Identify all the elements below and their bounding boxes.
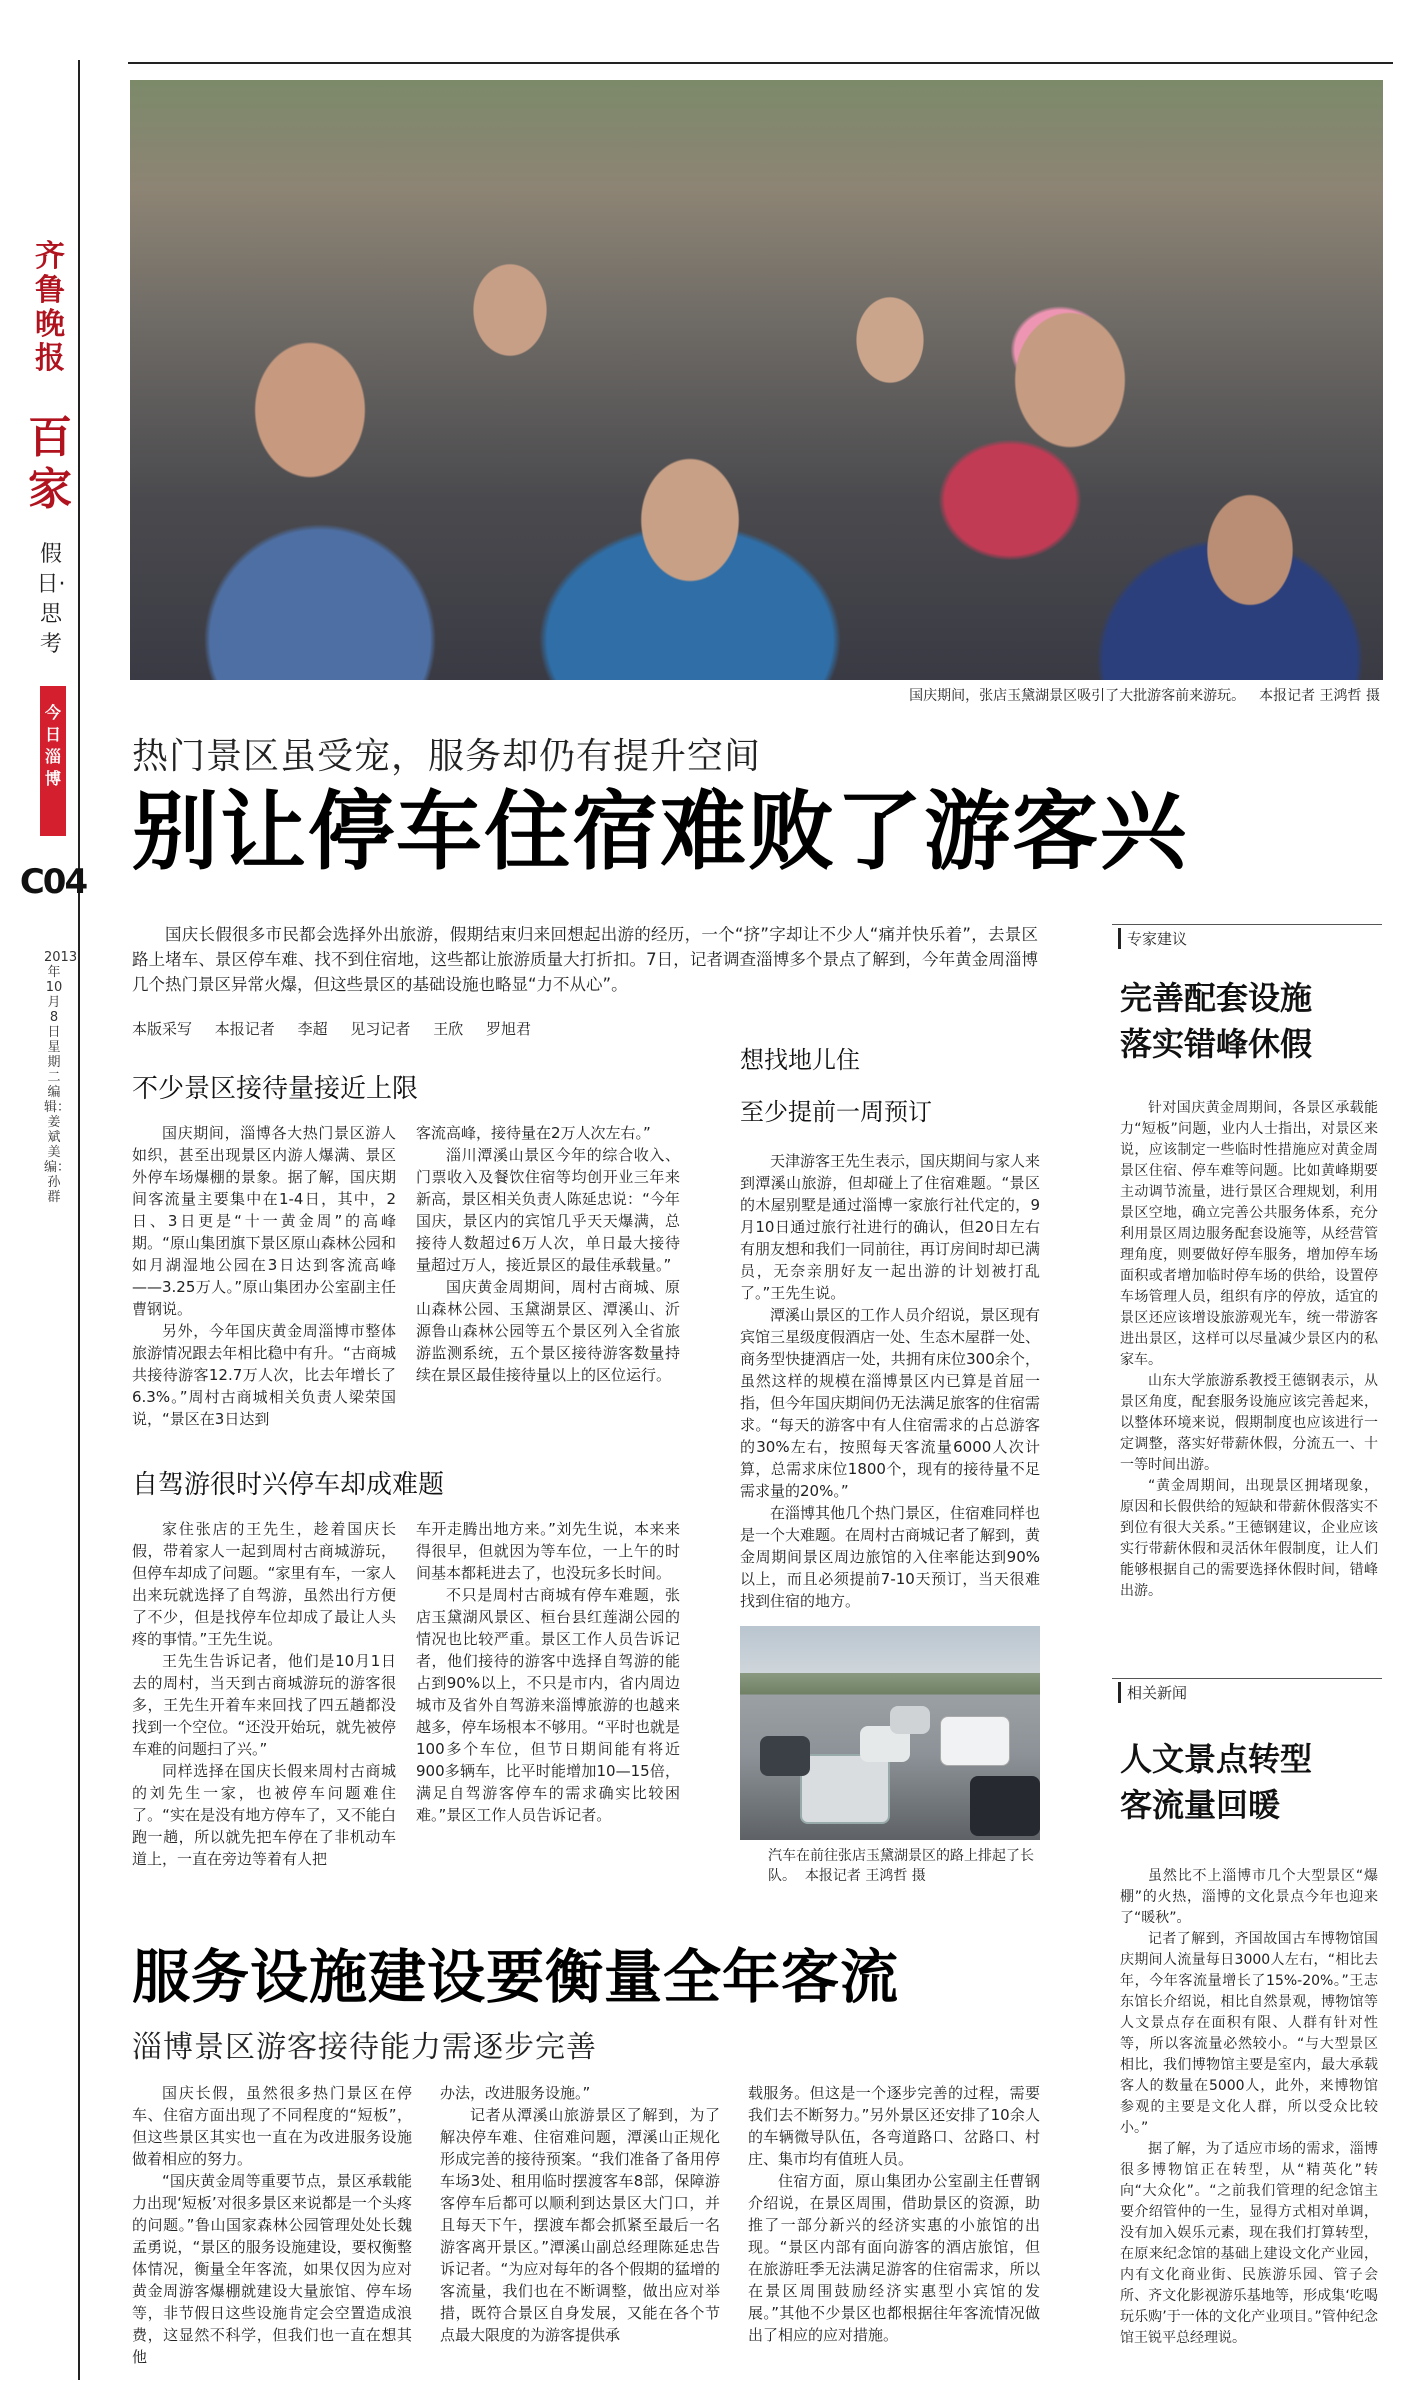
photo-caption-text: 国庆期间，张店玉黛湖景区吸引了大批游客前来游玩。 bbox=[909, 688, 1246, 704]
section3-subtitle: 至少提前一周预订 bbox=[740, 1098, 932, 1126]
traffic-photo bbox=[740, 1626, 1040, 1840]
paragraph: 住宿方面，原山集团办公室副主任曹钢介绍说，在景区周围，借助景区的资源，助推了一部分新兴的经济实惠的小旅馆的出现。“景区内部有面向游客的酒店旅馆，但在旅游旺季无法满足游客的住宿需求，所以在景区周围鼓励经济实惠型小宾馆的发展。”其他不少景区也都根据往年客流情况做出了相应的应对措施。 bbox=[748, 2172, 1040, 2344]
byline-item: 李超 bbox=[297, 1020, 328, 1038]
paragraph: 载服务。但这是一个逐步完善的过程，需要我们去不断努力。”另外景区还安排了10余人的车辆微导队伍，各弯道路口、岔路口、村庄、集市均有值班人员。 bbox=[748, 2084, 1040, 2168]
photo-credit: 本报记者 王鸿哲 摄 bbox=[1259, 688, 1380, 704]
sidebar2-title-line: 客流量回暖 bbox=[1120, 1786, 1281, 1824]
paragraph: 山东大学旅游系教授王德钢表示，从景区角度，配套服务设施应该完善起来，以整体环境来说，假期制度也应该进行一定调整，落实好带薪休假，分流五一、十一等时间出游。 bbox=[1120, 1373, 1378, 1473]
sidebar2-rule bbox=[1112, 1678, 1382, 1679]
sidebar2-label: 相关新闻 bbox=[1118, 1682, 1208, 1703]
top-rule bbox=[128, 62, 1393, 64]
paragraph: 记者了解到，齐国故国古车博物馆国庆期间人流量每日3000人左右，“相比去年，今年客流量增长了15%-20%。”王志东馆长介绍说，相比自然景观，博物馆等人文景点存在面积有限、人群有针对性等，所以客流量必然较小。“与大型景区相比，我们博物馆主要是室内，最大承载客人的数量在5000人，此外，来博物馆参观的主要是文化人群，所以受众比较小。” bbox=[1120, 1931, 1378, 2136]
paragraph: 淄川潭溪山景区今年的综合收入、门票收入及餐饮住宿等均创开业三年来新高，景区相关负责人陈延忠说：“今年国庆，景区内的宾馆几乎天天爆满，总接待人数超过6万人次，单日最大接待量超过万人，接近景区的最佳承载量。” bbox=[416, 1146, 680, 1274]
headline-kicker: 热门景区虽受宠，服务却仍有提升空间 bbox=[132, 736, 762, 777]
paragraph: 家住张店的王先生，趁着国庆长假，带着家人一起到周村古商城游玩，但停车却成了问题。“家里有车，一家人出来玩就选择了自驾游，虽然出行方便了不少，但是找停车位却成了最让人头疼的事情。”王先生说。 bbox=[132, 1520, 396, 1648]
section2-col2 bbox=[416, 1518, 680, 1826]
byline bbox=[132, 1018, 549, 1039]
paragraph: 国庆长假，虽然很多热门景区在停车、住宿方面出现了不同程度的“短板”，但这些景区其实也一直在为改进服务设施做着相应的努力。 bbox=[132, 2084, 412, 2168]
byline-item: 王欣 bbox=[433, 1020, 464, 1038]
byline-item: 罗旭君 bbox=[485, 1020, 531, 1038]
sidebar1-label: 专家建议 bbox=[1118, 928, 1208, 949]
byline-item: 本版采写 bbox=[132, 1020, 193, 1038]
paragraph: “国庆黄金周等重要节点，景区承载能力出现‘短板’对很多景区来说都是一个头疼的问题。”鲁山国家森林公园管理处处长魏孟勇说，“景区的服务设施建设，要权衡整体情况，衡量全年客流，如果仅因为应对黄金周游客爆棚就建设大量旅馆、停车场等，非节假日这些设施肯定会空置造成浪费，这显然不科学，但我们也一直在想其他 bbox=[132, 2172, 412, 2366]
paragraph: 国庆期间，淄博各大热门景区游人如织，甚至出现景区内游人爆满、景区外停车场爆棚的景象。据了解，国庆期间客流量主要集中在1-4日，其中，2日、3日更是“十一黄金周”的高峰期。“原山集团旗下景区原山森林公园和如月湖湿地公园在3日达到客流高峰——3.25万人。”原山集团办公室副主任曹钢说。 bbox=[132, 1124, 396, 1318]
section4-col3 bbox=[748, 2082, 1040, 2346]
sidebar1-title-line: 落实错峰休假 bbox=[1120, 1025, 1313, 1063]
photo-caption bbox=[780, 685, 1380, 705]
sidebar2-text bbox=[1120, 1866, 1378, 2349]
paragraph: 据了解，为了适应市场的需求，淄博很多博物馆正在转型，从“精英化”转向“大众化”。“之前我们管理的纪念馆主要介绍管仲的一生，显得方式相对单调，没有加入娱乐元素，现在我们打算转型，在原来纪念馆的基础上建设文化产业园，内有文化商业街、民族游乐园、管子会所、齐文化影视游乐基地等，形成集‘吃喝玩乐购’于一体的文化产业项目。”管仲纪念馆王锐平总经理说。 bbox=[1120, 2141, 1378, 2346]
photo2-credit: 本报记者 王鸿哲 摄 bbox=[804, 1868, 926, 1884]
paragraph: 客流高峰，接待量在2万人次左右。” bbox=[416, 1124, 651, 1142]
page-number: C04 bbox=[19, 862, 87, 902]
section-brand: 百家 bbox=[28, 412, 72, 515]
paragraph: 天津游客王先生表示，国庆期间与家人来到潭溪山旅游，但却碰上了住宿难题。“景区的木屋别墅是通过淄博一家旅行社代定的，9月10日通过旅行社进行的确认，但20日左右有朋友想和我们一同前往，再订房间时却已满员，无奈亲朋好友一起出游的计划被打乱了。”王先生说。 bbox=[740, 1152, 1041, 1302]
section1-col2 bbox=[416, 1122, 680, 1386]
main-headline: 别让停车住宿难败了游客兴 bbox=[132, 782, 1188, 882]
traffic-photo-caption bbox=[768, 1846, 1040, 1886]
newspaper-masthead: 齐鲁晚报 bbox=[35, 239, 65, 376]
rail-divider bbox=[78, 60, 80, 2380]
paragraph: 在淄博其他几个热门景区，住宿难同样也是一个大难题。在周村古商城记者了解到，黄金周期间景区周边旅馆的入住率能达到90%以上，而且必须提前7-10天预订，当天很难找到住宿的地方。 bbox=[740, 1504, 1041, 1610]
paragraph: 国庆黄金周期间，周村古商城、原山森林公园、玉黛湖景区、潭溪山、沂源鲁山森林公园等五个景区列入全省旅游监测系统，五个景区接待游客数量持续在景区最佳接待量以上的区位运行。 bbox=[416, 1278, 680, 1384]
paragraph: “黄金周期间，出现景区拥堵现象，原因和长假供给的短缺和带薪休假落实不到位有很大关系。”王德钢建议，企业应该实行带薪休假和灵活休年假制度，让人们能够根据自己的需要选择休假时间，错峰出游。 bbox=[1120, 1478, 1378, 1599]
today-tag: 今日淄博 bbox=[40, 686, 66, 836]
section-name: 假日·思考 bbox=[36, 542, 66, 657]
sidebar1-text bbox=[1120, 1098, 1378, 1602]
paragraph: 车开走腾出地方来。”刘先生说，本来来得很早，但就因为等车位，一上午的时间基本都耗进去了，也没玩多长时间。 bbox=[416, 1520, 680, 1582]
headline2-main: 服务设施建设要衡量全年客流 bbox=[132, 1943, 900, 2011]
paragraph: 办法，改进服务设施。” bbox=[440, 2084, 591, 2102]
paragraph: 另外，今年国庆黄金周淄博市整体旅游情况跟去年相比稳中有升。“古商城共接待游客12.7万人次，比去年增长了6.3%。”周村古商城相关负责人梁荣国说，“景区在3日达到 bbox=[132, 1322, 396, 1428]
sidebar1-title bbox=[1120, 975, 1312, 1067]
paragraph: 潭溪山景区的工作人员介绍说，景区现有宾馆三星级度假酒店一处、生态木屋群一处、商务型快捷酒店一处，共拥有床位300余个，虽然这样的规模在淄博景区内已算是首屈一指，但今年国庆期间仍无法满足旅客的住宿需求。“每天的游客中有人住宿需求的占总游客的30%左右，按照每天客流量6000人次计算，总需求床位1800个，现有的接待量不足需求量的20%。” bbox=[740, 1306, 1041, 1500]
paragraph: 针对国庆黄金周期间，各景区承载能力“短板”问题，业内人士指出，对景区来说，应该制定一些临时性措施应对黄金周景区住宿、停车难等问题。比如黄峰期要主动调节流量，进行景区合理规划，利用景区空地，确立完善公共服务体系，充分利用景区周边服务配套设施等，从经营管理角度，则要做好停车服务，增加停车场面积或者增加临时停车场的供给，设置停车场管理人员，组织有序的停放，适宜的景区还应该增设旅游观光车，统一带游客进出景区，这样可以尽量减少景区内的私家车。 bbox=[1120, 1100, 1378, 1368]
section1-title: 不少景区接待量接近上限 bbox=[132, 1074, 419, 1104]
byline-item: 见习记者 bbox=[350, 1020, 411, 1038]
sidebar2-title-line: 人文景点转型 bbox=[1120, 1740, 1313, 1778]
paragraph: 不只是周村古商城有停车难题，张店玉黛湖风景区、桓台县红莲湖公园的情况也比较严重。景区工作人员告诉记者，他们接待的游客中选择自驾游的能占到90%以上，不只是市内，省内周边城市及省外自驾游来淄博旅游的也越来越多，停车场根本不够用。“平时也就是100多个车位，但节日期间能有将近900多辆车，比平时能增加10—15倍，满足自驾游客停车的需求确实比较困难。”景区工作人员告诉记者。 bbox=[416, 1586, 680, 1824]
left-rail bbox=[0, 0, 128, 2383]
section3-text bbox=[740, 1150, 1040, 1612]
sidebar2-title bbox=[1120, 1736, 1312, 1828]
paragraph: 王先生告诉记者，他们是10月1日去的周村，当天到古商城游玩的游客很多，王先生开着车来回找了四五趟都没找到一个空位。“还没开始玩，就先被停车难的问题扫了兴。” bbox=[132, 1652, 396, 1758]
section3-title: 想找地儿住 bbox=[740, 1046, 860, 1074]
paragraph: 记者从潭溪山旅游景区了解到，为了解决停车难、住宿难问题，潭溪山正规化形成完善的接待预案。“我们准备了备用停车场3处、租用临时摆渡客车8部，保障游客停车后都可以顺利到达景区大门口，并且每天下午，摆渡车都会抓紧至最后一名游客离开景区。”潭溪山副总经理陈延忠告诉记者。“为应对每年的各个假期的猛增的客流量，我们也在不断调整，做出应对举措，既符合景区自身发展，又能在各个节点最大限度的为游客提供承 bbox=[440, 2106, 720, 2344]
paragraph: 虽然比不上淄博市几个大型景区“爆棚”的火热，淄博的文化景点今年也迎来了“暖秋”。 bbox=[1120, 1868, 1378, 1926]
byline-item: 本报记者 bbox=[214, 1020, 275, 1038]
lead-paragraph: 国庆长假很多市民都会选择外出旅游，假期结束归来回想起出游的经历，一个“挤”字却让不少人“痛并快乐着”，去景区路上堵车、景区停车难、找不到住宿地，这些都让旅游质量大打折扣。7日，记者调查淄博多个景点了解到，今年黄金周淄博几个热门景区异常火爆，但这些景区的基础设施也略显“力不从心”。 bbox=[132, 925, 1038, 994]
section1-col1 bbox=[132, 1122, 396, 1430]
sidebar1-title-line: 完善配套设施 bbox=[1120, 979, 1313, 1017]
page-meta: 2013年10月8日 星期二 编辑：姜斌 美编：孙群 bbox=[44, 950, 78, 1205]
photo2-caption-text: 汽车在前往张店玉黛湖景区的路上排起了长队。 bbox=[768, 1848, 1034, 1884]
section4-col1 bbox=[132, 2082, 412, 2368]
sidebar1-rule bbox=[1112, 924, 1382, 925]
section4-col2 bbox=[440, 2082, 720, 2346]
crowd-photo bbox=[130, 80, 1383, 680]
section2-title: 自驾游很时兴停车却成难题 bbox=[132, 1470, 445, 1500]
section2-col1 bbox=[132, 1518, 396, 1870]
headline2-sub: 淄博景区游客接待能力需逐步完善 bbox=[132, 2030, 597, 2065]
paragraph: 同样选择在国庆长假来周村古商城的刘先生一家，也被停车问题难住了。“实在是没有地方停车了，又不能白跑一趟，所以就先把车停在了非机动车道上，一直在旁边等着有人把 bbox=[132, 1762, 396, 1868]
